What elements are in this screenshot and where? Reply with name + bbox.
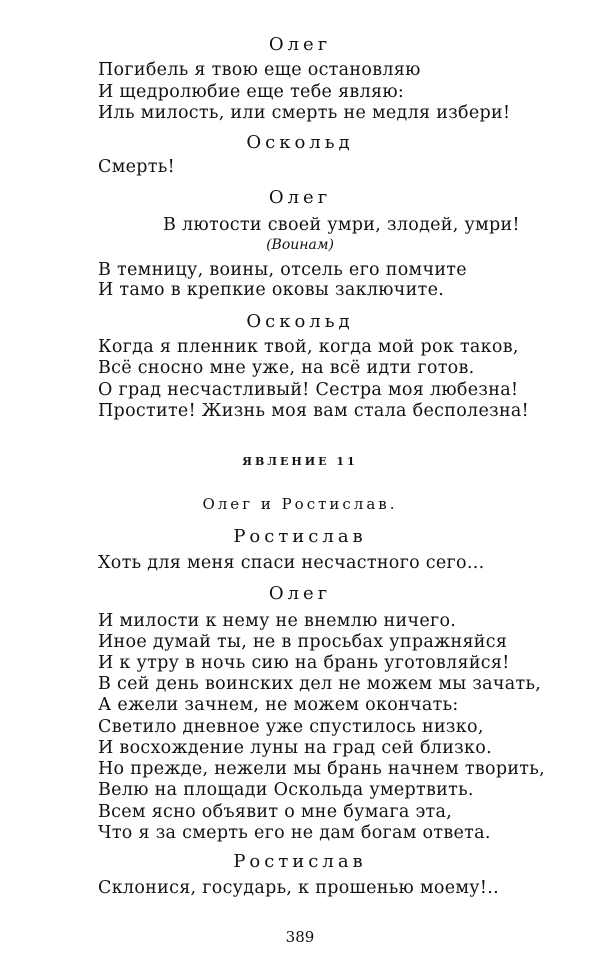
verse-line: Иное думай ты, не в просьбах упражняйся <box>98 632 508 652</box>
verse-line: И милости к нему не внемлю ничего. <box>98 611 457 631</box>
verse-line: Иль милость, или смерть не медля избери! <box>98 103 511 123</box>
verse-line: Погибель я твою еще остановляю <box>98 60 421 80</box>
verse-line: В сей день воинских дел не можем мы зачать, <box>98 674 542 694</box>
speaker-heading: Олег <box>268 187 332 208</box>
speaker-heading: Оскольд <box>246 311 354 332</box>
verse-line: И щедролюбие еще тебе являю: <box>98 82 405 102</box>
speaker-heading: Олег <box>268 583 332 604</box>
verse-line: В лютости своей умри, злодей, умри! <box>163 215 520 235</box>
verse-line: О град несчастливый! Сестра моя любезна! <box>98 380 519 400</box>
page-number: 389 <box>285 928 315 946</box>
scene-title: ЯВЛЕНИЕ 11 <box>242 455 358 468</box>
verse-line: И восхождение луны на град сей близко. <box>98 738 492 758</box>
speaker-heading: Ростислав <box>233 526 367 547</box>
scene-cast: Олег и Ростислав. <box>202 495 398 513</box>
verse-line: Простите! Жизнь моя вам стала бесполезна! <box>98 401 529 421</box>
verse-line: Когда я пленник твой, когда мой рок таков, <box>98 337 519 357</box>
verse-line: Склонися, государь, к прошенью моему!.. <box>98 878 499 898</box>
speaker-heading: Оскольд <box>246 132 354 153</box>
verse-line: Что я за смерть его не дам богам ответа. <box>98 823 491 843</box>
verse-line: Велю на площади Оскольда умертвить. <box>98 780 474 800</box>
verse-line: Светило дневное уже спустилось низко, <box>98 717 484 737</box>
verse-line: Хоть для меня спаси несчастного сего... <box>98 553 485 573</box>
verse-line: Всем ясно объявит о мне бумага эта, <box>98 802 453 822</box>
speaker-heading: Олег <box>268 34 332 55</box>
verse-line: И к утру в ночь сию на брань уготовляйся! <box>98 653 510 673</box>
speaker-heading: Ростислав <box>233 851 367 872</box>
verse-line: В темницу, воины, отсель его помчите <box>98 260 467 280</box>
verse-line: И тамо в крепкие оковы заключите. <box>98 280 445 300</box>
verse-line: Но прежде, нежели мы брань начнем творить, <box>98 759 545 779</box>
stage-direction: (Воинам) <box>266 237 334 253</box>
verse-line: Всё сносно мне уже, на всё идти готов. <box>98 358 475 378</box>
verse-line: Смерть! <box>98 157 175 177</box>
verse-line: А ежели зачнем, не можем окончать: <box>98 695 459 715</box>
